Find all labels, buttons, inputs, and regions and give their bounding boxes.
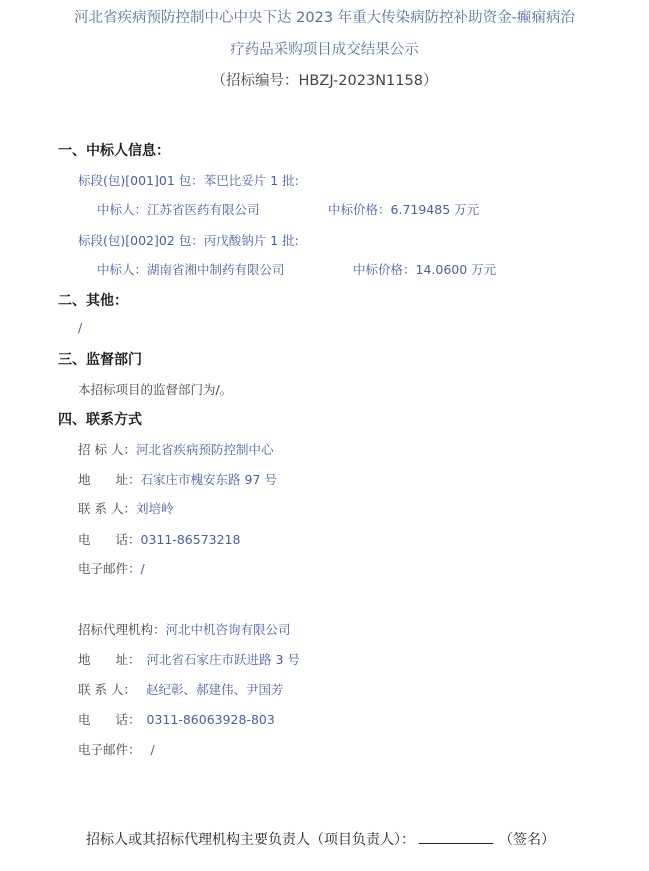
tenderer-phone-row xyxy=(78,530,240,548)
signature-prompt: 招标人或其招标代理机构主要负责人（项目负责人）： xyxy=(86,832,415,848)
agency-email: / xyxy=(150,742,155,757)
tenderer-name: 河北省疾病预防控制中心 xyxy=(135,442,274,457)
tenderer-address-label: 地 址： xyxy=(78,472,141,487)
agency-contact: 赵纪彰、郝建伟、尹国芳 xyxy=(145,682,284,697)
agency-name-label: 招标代理机构： xyxy=(78,622,166,637)
lot-winner xyxy=(97,200,260,218)
signature-line xyxy=(86,829,555,849)
tenderer-phone: 0311-86573218 xyxy=(140,532,241,547)
other-content: / xyxy=(78,320,83,335)
lot-price xyxy=(328,200,479,218)
tenderer-email: / xyxy=(140,561,145,576)
section-heading-supervision: 三、监督部门 xyxy=(58,352,142,368)
winner-name: 江苏省医药有限公司 xyxy=(147,202,260,217)
agency-phone: 0311-86063928-803 xyxy=(146,712,275,727)
tenderer-address-row xyxy=(78,470,277,488)
agency-email-label: 电子邮件： xyxy=(78,742,141,757)
agency-phone-label: 电 话： xyxy=(78,712,141,727)
agency-contact-label: 联 系 人： xyxy=(78,682,136,697)
section-heading-winners: 一、中标人信息： xyxy=(58,143,170,159)
tenderer-email-row xyxy=(78,559,145,577)
tenderer-email-label: 电子邮件： xyxy=(78,561,141,576)
price-label: 中标价格： xyxy=(328,202,391,217)
agency-address: 河北省石家庄市跃进路 3 号 xyxy=(146,652,300,667)
tenderer-name-label: 招 标 人： xyxy=(78,442,136,457)
lot-label: 标段(包)[001]01 包：苯巴比妥片 1 批: xyxy=(78,173,299,188)
agency-name: 河北中机咨询有限公司 xyxy=(165,622,291,637)
document-title-line-2: 疗药品采购项目成交结果公示 xyxy=(230,42,419,58)
section-heading-other: 二、其他： xyxy=(58,293,128,309)
signature-note: （签名） xyxy=(499,832,555,848)
price-value: 6.719485 万元 xyxy=(390,202,480,217)
winner-label: 中标人： xyxy=(97,262,148,277)
agency-address-label: 地 址： xyxy=(78,652,141,667)
winner-label: 中标人： xyxy=(97,202,148,217)
document-title-line-1: 河北省疾病预防控制中心中央下达 2023 年重大传染病防控补助资金-癫痫病治 xyxy=(74,10,575,26)
winner-name: 湖南省湘中制药有限公司 xyxy=(147,262,285,277)
agency-email-row xyxy=(78,740,155,758)
agency-name-row xyxy=(78,620,291,638)
tenderer-contact-row xyxy=(78,499,173,517)
agency-contact-row xyxy=(78,680,283,698)
lot-winner xyxy=(97,260,285,278)
agency-phone-row xyxy=(78,710,275,728)
lot-label: 标段(包)[002]02 包：丙戊酸钠片 1 批: xyxy=(78,233,299,248)
tenderer-phone-label: 电 话： xyxy=(78,532,141,547)
price-value: 14.0600 万元 xyxy=(415,262,497,277)
lot-price xyxy=(353,260,496,278)
tenderer-name-row xyxy=(78,440,273,458)
tender-number: （招标编号：HBZJ-2023N1158） xyxy=(211,73,438,89)
tenderer-address: 石家庄市槐安东路 97 号 xyxy=(140,472,277,487)
tenderer-contact: 刘培岭 xyxy=(135,501,174,516)
agency-address-row xyxy=(78,650,300,668)
tenderer-contact-label: 联 系 人： xyxy=(78,501,136,516)
supervision-content: 本招标项目的监督部门为/。 xyxy=(78,382,233,397)
signature-blank xyxy=(419,829,493,844)
price-label: 中标价格： xyxy=(353,262,416,277)
section-heading-contact: 四、联系方式 xyxy=(58,412,142,428)
